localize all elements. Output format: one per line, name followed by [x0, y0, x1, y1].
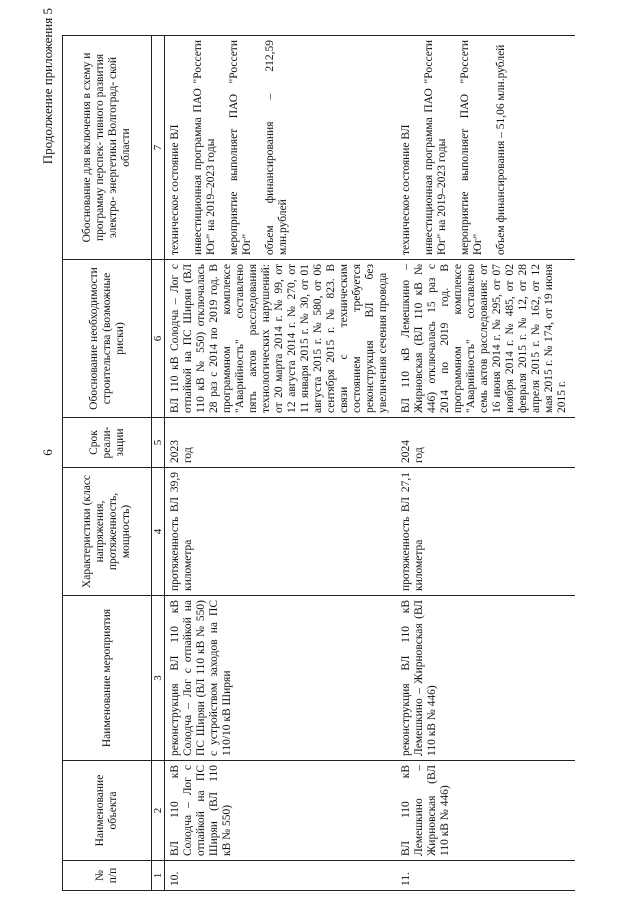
activity-name: реконструкция ВЛ 110 кВ Лемешкино – Жирновская (ВЛ 110 кВ № 446)	[396, 596, 575, 761]
basis-cell	[165, 36, 397, 260]
row-number: 10.	[165, 861, 397, 891]
basis-paragraph: мероприятие выполняет ПАО "Россети Юг"	[459, 40, 484, 255]
page-number: 6	[40, 449, 55, 456]
header-justification: Обоснование необходимости строительства (возможные риски)	[63, 260, 152, 418]
header-basis: Обоснование для включения в схему и программу перспек- тивного развития электро- энергетики Волгоград- ской области	[63, 36, 152, 260]
basis-cell	[396, 36, 575, 260]
object-name: ВЛ 110 кВ Солодча – Лог с отпайкой на ПС Ширяи (ВЛ 110 кВ № 550)	[165, 761, 397, 861]
justification: ВЛ 110 кВ Лемешкино – Жирновская (ВЛ 110 кВ № 446) отключалась 15 раз с 2014 по 2019 год. В программном комплексе "Аварийность" составлено семь актов расследования: от 16 июня 2014 г. № 295, от 07 ноября 2014 г. № 485, от 02 февраля 2015 г. № 12, от 28 апреля 2015 г. № 162, от 12 мая 2015 г. № 174, от 19 июня 2015 г.	[396, 260, 575, 418]
basis-paragraph: инвестиционная программа ПАО "Россети Юг" на 2019–2023 годы	[423, 40, 448, 255]
header-characteristics: Характеристики (класс напряжения, протяженность, мощность)	[63, 468, 152, 596]
header-term: Срок реали- зации	[63, 418, 152, 468]
basis-paragraph: техническое состояние ВЛ	[169, 124, 181, 255]
object-name: ВЛ 110 кВ Лемешкино – Жирновская (ВЛ 110 кВ № 446)	[396, 761, 575, 861]
column-number: 5	[152, 418, 165, 468]
header-object: Наименование объекта	[63, 761, 152, 861]
column-number: 6	[152, 260, 165, 418]
table-row	[165, 36, 397, 891]
basis-paragraph: объем финансирования – 212,59 млн.рублей	[264, 40, 289, 255]
basis-paragraph: мероприятие выполняет ПАО "Россети Юг"	[228, 40, 253, 255]
header-activity: Наименование мероприятия	[63, 596, 152, 761]
table-header-row	[63, 36, 152, 891]
row-number: 11.	[396, 861, 575, 891]
column-number-row	[152, 36, 165, 891]
term: 2023 год	[165, 418, 397, 468]
characteristics: протяженность ВЛ 27,1 километра	[396, 468, 575, 596]
column-number: 7	[152, 36, 165, 260]
appendix-continuation-label: Продолжение приложения 5	[40, 8, 55, 165]
basis-paragraph: инвестиционная программа ПАО "Россети Юг" на 2019–2023 годы	[192, 40, 217, 255]
justification: ВЛ 110 кВ Солодча – Лог с отпайкой на ПС Ширяи (ВЛ 110 кВ № 550) отключалась 28 раз с 2014 по 2019 год. В программном комплексе "Аварийность" составлено пять актов расследования технологических нарушений: от 20 марта 2014 г. № 99, от 12 августа 2014 г. № 270, от 11 января 2015 г. № 30, от 01 августа 2015 г. № 580, от 06 сентября 2015 г. № 823. В связи с техническим состоянием требуется реконструкция ВЛ без увеличения сечения провода	[165, 260, 397, 418]
column-number: 2	[152, 761, 165, 861]
basis-paragraph: техническое состояние ВЛ	[400, 124, 412, 255]
term: 2024 год	[396, 418, 575, 468]
table-row	[396, 36, 575, 891]
activity-name: реконструкция ВЛ 110 кВ Солодча – Лог с отпайкой на ПС Ширяи (ВЛ 110 кВ № 550) с устройством заходов на ПС 110/10 кВ Ширяи	[165, 596, 397, 761]
investment-measures-table	[62, 35, 575, 891]
characteristics: протяженность ВЛ 39,9 километра	[165, 468, 397, 596]
column-number: 1	[152, 861, 165, 891]
column-number: 3	[152, 596, 165, 761]
header-number: № п/п	[63, 861, 152, 891]
column-number: 4	[152, 468, 165, 596]
basis-paragraph: объем финансирования – 51,06 млн.рублей	[495, 44, 507, 255]
